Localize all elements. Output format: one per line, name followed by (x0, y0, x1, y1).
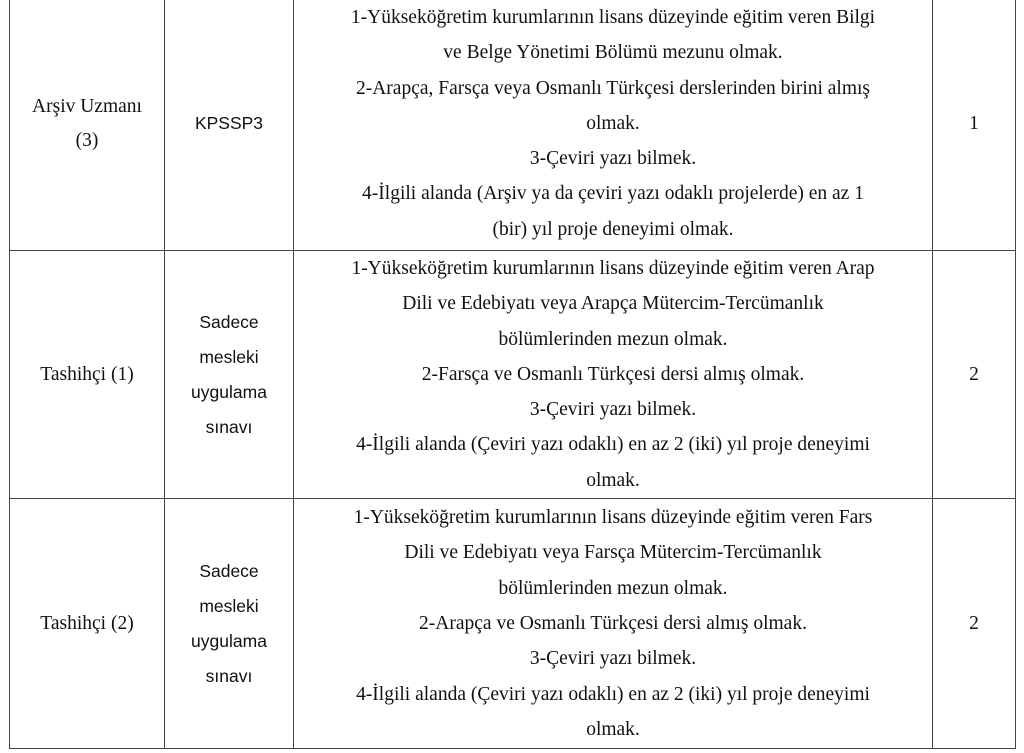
requirements-cell (294, 499, 933, 749)
requirement-line: 3-Çeviri yazı bilmek. (529, 648, 697, 670)
exam-type-cell (165, 0, 294, 251)
position-count-cell (933, 251, 1016, 499)
requirements-cell (294, 0, 933, 251)
exam-type-line: mesleki (199, 346, 259, 367)
requirement-line: 4-İlgili alanda (Arşiv ya da çeviri yazı odaklı projelerde) en az 1 (362, 183, 864, 205)
position-count: 2 (969, 612, 979, 634)
requirement-line: Dili ve Edebiyatı veya Arapça Mütercim-Tercümanlık (402, 293, 824, 315)
requirement-line: 2-Arapça, Farsça veya Osmanlı Türkçesi derslerinden birini almış (355, 77, 871, 99)
exam-type-cell (165, 251, 294, 499)
position-count-cell (933, 0, 1016, 251)
requirement-line: (bir) yıl proje deneyimi olmak. (492, 218, 734, 240)
position-title-line: Tashihçi (2) (40, 612, 134, 634)
table-row (10, 499, 1016, 749)
position-count-cell (933, 499, 1016, 749)
requirement-line: olmak. (586, 469, 640, 491)
exam-type-cell (165, 499, 294, 749)
requirement-line: 2-Arapça ve Osmanlı Türkçesi dersi almış olmak. (419, 612, 807, 634)
requirement-line: 1-Yükseköğretim kurumlarının lisans düzeyinde eğitim veren Bilgi (350, 6, 876, 28)
position-count: 2 (969, 363, 979, 385)
position-title-cell (10, 0, 165, 251)
requirement-line: bölümlerinden mezun olmak. (498, 328, 728, 350)
exam-type-line: Sadece (199, 560, 259, 581)
exam-type-line: uygulama (191, 630, 267, 651)
requirement-line: ve Belge Yönetimi Bölümü mezunu olmak. (443, 42, 783, 64)
exam-type-line: KPSSP3 (194, 113, 264, 133)
table-row (10, 0, 1016, 251)
position-title-line: (3) (75, 129, 99, 151)
exam-type-line: sınavı (205, 416, 253, 437)
requirement-line: olmak. (586, 112, 640, 134)
position-title-cell (10, 251, 165, 499)
requirement-line: 1-Yükseköğretim kurumlarının lisans düzeyinde eğitim veren Fars (353, 507, 873, 529)
requirement-line: olmak. (586, 718, 640, 740)
requirement-line: Dili ve Edebiyatı veya Farsça Mütercim-Tercümanlık (404, 542, 822, 564)
exam-type-line: uygulama (191, 381, 267, 402)
requirement-line: 3-Çeviri yazı bilmek. (529, 399, 697, 421)
position-title-line: Arşiv Uzmanı (32, 95, 142, 117)
requirements-cell (294, 251, 933, 499)
requirement-line: 4-İlgili alanda (Çeviri yazı odaklı) en az 2 (iki) yıl proje deneyimi (356, 434, 870, 456)
position-count: 1 (969, 112, 979, 134)
exam-type-line: Sadece (199, 311, 259, 332)
exam-type-line: sınavı (205, 665, 253, 686)
requirement-line: 2-Farsça ve Osmanlı Türkçesi dersi almış olmak. (421, 363, 805, 385)
exam-type-line: mesleki (199, 595, 259, 616)
table-row (10, 251, 1016, 499)
requirement-line: bölümlerinden mezun olmak. (498, 577, 728, 599)
requirement-line: 3-Çeviri yazı bilmek. (529, 148, 697, 170)
position-title-line: Tashihçi (1) (40, 363, 134, 385)
requirement-line: 1-Yükseköğretim kurumlarının lisans düzeyinde eğitim veren Arap (351, 258, 875, 279)
positions-table (9, 0, 1016, 749)
requirement-line: 4-İlgili alanda (Çeviri yazı odaklı) en az 2 (iki) yıl proje deneyimi (356, 683, 870, 705)
position-title-cell (10, 499, 165, 749)
